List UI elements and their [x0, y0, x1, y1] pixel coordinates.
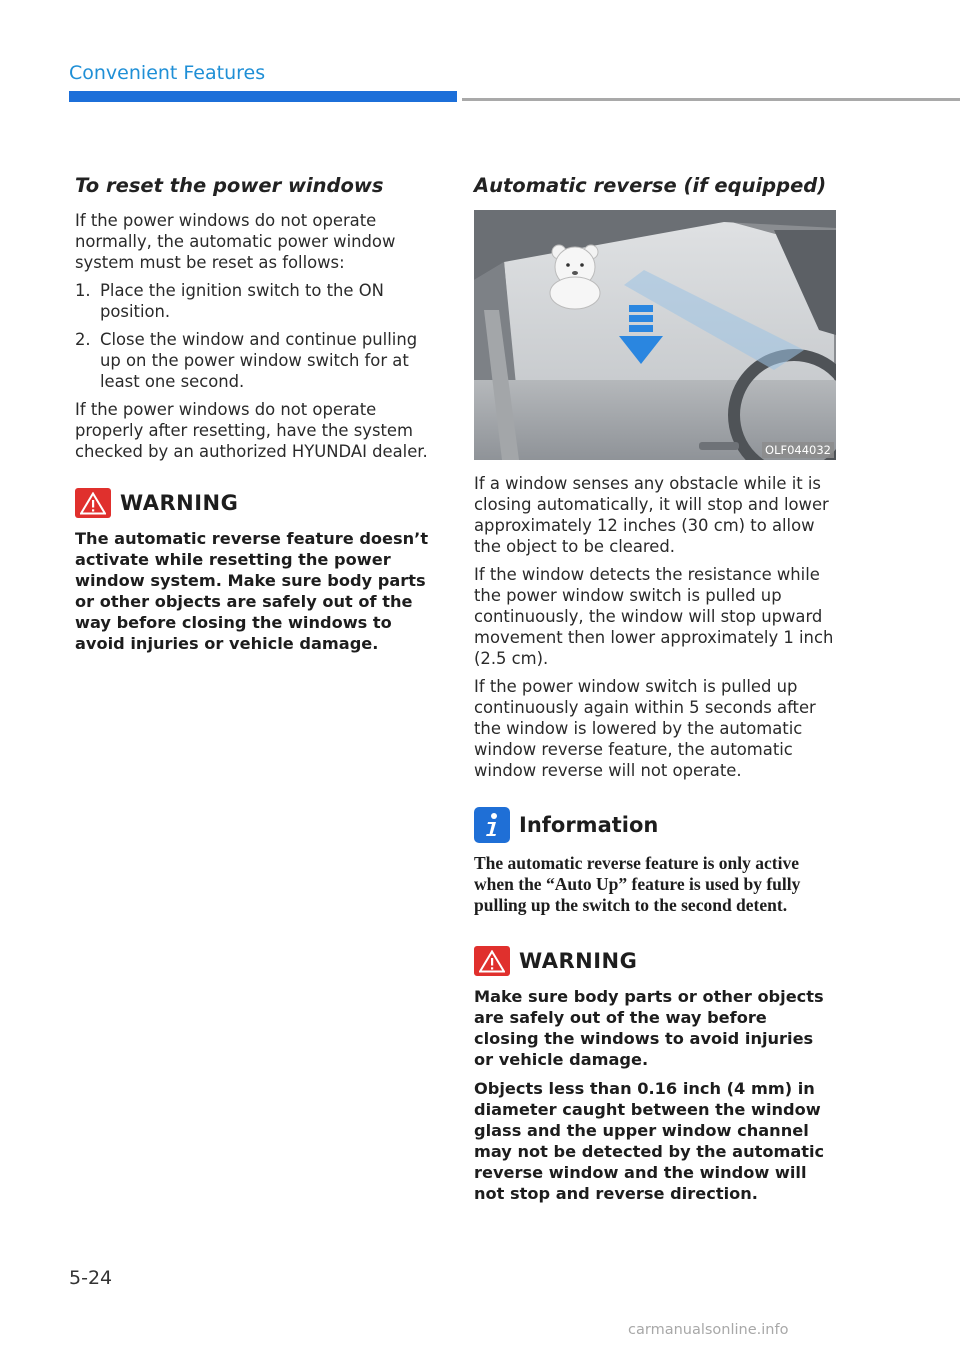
information-header: [474, 807, 834, 843]
step-number: 1.: [75, 281, 91, 300]
warning-title: WARNING: [120, 491, 239, 515]
teddy-bear-icon: [550, 245, 600, 309]
left-column: [75, 172, 435, 662]
warning-title: WARNING: [519, 949, 638, 973]
reset-steps: [75, 280, 435, 392]
watermark: carmanualsonline.info: [628, 1322, 789, 1338]
warning-text: The automatic reverse feature doesn’t activate while resetting the power window system. Make sure body parts or other objects are safely out of the way before closing the windows to avoid injuries or vehicle damage.: [75, 529, 429, 653]
step-number: 2.: [75, 330, 91, 349]
step-text: Close the window and continue pulling up on the power window switch for at least one second.: [100, 330, 418, 391]
information-text: The automatic reverse feature is only active when the “Auto Up” feature is used by fully pulling up the switch to the second detent.: [474, 853, 801, 915]
warning-header: [75, 488, 435, 518]
warning-icon: [474, 946, 510, 976]
auto-reverse-paragraph: If the power window switch is pulled up continuously again within 5 seconds after the window is lowered by the automatic window reverse feature, the automatic window reverse will not operate.: [474, 677, 816, 780]
section-title: Convenient Features: [69, 62, 266, 84]
reset-after: If the power windows do not operate properly after resetting, have the system checked by an authorized HYUNDAI dealer.: [75, 400, 428, 461]
step-text: Place the ignition switch to the ON position.: [100, 281, 384, 321]
info-icon: [474, 807, 510, 843]
figure-code: OLF044032: [762, 442, 834, 458]
list-item: [75, 329, 435, 392]
auto-reverse-paragraph: If the window detects the resistance while the power window switch is pulled up continuously, the window will stop upward movement then lower approximately 1 inch (2.5 cm).: [474, 565, 834, 668]
warning-text: Objects less than 0.16 inch (4 mm) in diameter caught between the window glass and the upper window channel may not be detected by the automatic reverse window and the window will not stop and reverse direction.: [474, 1079, 825, 1203]
warning-icon: [75, 488, 111, 518]
header-rule: [462, 98, 960, 101]
list-item: [75, 280, 435, 322]
car-interior-svg: [474, 210, 836, 460]
reset-heading: To reset the power windows: [75, 174, 384, 197]
auto-reverse-paragraph: If a window senses any obstacle while it is closing automatically, it will stop and lower approximately 12 inches (30 cm) to allow the object to be cleared.: [474, 474, 829, 556]
header-accent-bar: [69, 91, 457, 102]
window-illustration: [474, 210, 836, 460]
information-title: Information: [519, 813, 659, 837]
reset-intro: If the power windows do not operate normally, the automatic power window system must be reset as follows:: [75, 211, 396, 272]
warning-text: Make sure body parts or other objects are safely out of the way before closing the windows to avoid injuries or vehicle damage.: [474, 987, 824, 1069]
page-number: 5-24: [69, 1267, 113, 1289]
right-column: [474, 172, 834, 1212]
auto-reverse-heading: Automatic reverse (if equipped): [474, 174, 827, 197]
warning-header: [474, 946, 834, 976]
